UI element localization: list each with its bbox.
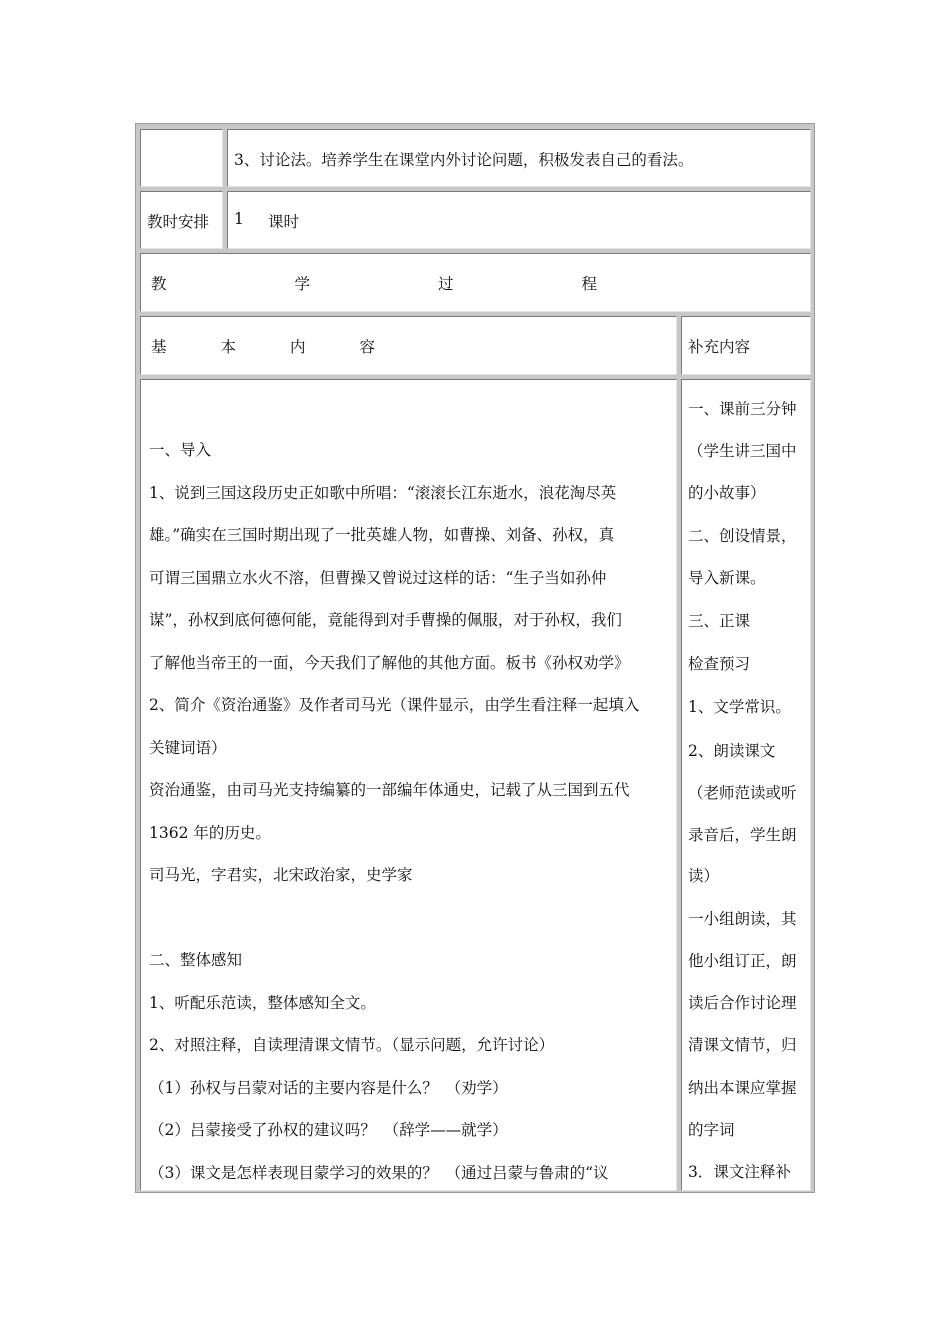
content-line: 雄。”确实在三国时期出现了一批英雄人物，如曹操、刘备、孙权，真 xyxy=(149,526,615,544)
content-line: 谋”，孙权到底何德何能，竟能得到对手曹操的佩服，对于孙权，我们 xyxy=(149,611,622,629)
supplement-line: 一小组朗读，其 xyxy=(688,910,797,928)
schedule-unit: 课时 xyxy=(268,213,300,231)
content-line: （1）孙权与吕蒙对话的主要内容是什么？ （劝学） xyxy=(149,1079,508,1097)
main-content-cell xyxy=(140,379,677,1191)
schedule-value-cell xyxy=(227,191,811,249)
supplement-line: 检查预习 xyxy=(688,655,751,673)
supplement-line: 的字词 xyxy=(688,1121,735,1139)
content-line: （3）课文是怎样表现目蒙学习的效果的？ （通过吕蒙与鲁肃的“议 xyxy=(149,1164,609,1182)
content-line: 资治通鉴，由司马光支持编纂的一部编年体通史，记载了从三国到五代 xyxy=(149,781,630,799)
content-line: 二、整体感知 xyxy=(149,951,243,969)
content-line: 司马光，字君实，北宋政治家，史学家 xyxy=(149,866,413,884)
basic-content-heading xyxy=(151,335,375,357)
schedule-label: 教时安排 xyxy=(147,213,210,231)
basic-char: 基 xyxy=(151,338,167,356)
basic-char: 本 xyxy=(220,338,236,356)
process-heading-cell xyxy=(140,253,811,312)
content-line: 2、简介《资治通鉴》及作者司马光（课件显示，由学生看注释一起填入 xyxy=(149,696,640,714)
supplement-line: 读） xyxy=(688,867,720,885)
content-line: 1362 年的历史。 xyxy=(149,824,271,842)
content-line: 了解他当帝王的一面，今天我们了解他的其他方面。板书《孙权劝学》 xyxy=(149,654,630,672)
content-line: 2、对照注释，自读理清课文情节。（显示问题，允许讨论） xyxy=(149,1036,555,1054)
process-char: 教 xyxy=(151,275,167,293)
process-heading xyxy=(151,272,597,294)
method-text-cell xyxy=(227,129,811,187)
supplement-line: （老师范读或听 xyxy=(688,784,797,802)
supplement-line: 3．课文注释补 xyxy=(688,1163,791,1181)
supplement-line: 他小组订正，朗 xyxy=(688,952,797,970)
supplement-content-cell xyxy=(681,379,811,1191)
supplement-line: 纳出本课应掌握 xyxy=(688,1079,797,1097)
basic-char: 内 xyxy=(289,338,306,356)
supplement-line: 的小故事） xyxy=(688,484,766,502)
lesson-plan-table xyxy=(135,123,815,1193)
supplement-line: （学生讲三国中 xyxy=(688,442,797,460)
content-line: 一、导入 xyxy=(149,441,212,459)
supplement-line: 1、文学常识。 xyxy=(688,698,791,716)
process-char: 学 xyxy=(294,275,310,293)
content-line: 1、听配乐范读，整体感知全文。 xyxy=(149,994,376,1012)
schedule-label-cell xyxy=(140,191,223,249)
basic-char: 容 xyxy=(359,338,375,356)
supplement-line: 清课文情节，归 xyxy=(688,1036,797,1054)
supplement-header-cell xyxy=(681,316,811,375)
content-line: 可谓三国鼎立水火不溶，但曹操又曾说过这样的话：“生子当如孙仲 xyxy=(149,569,607,587)
supplement-line: 一、课前三分钟 xyxy=(688,400,797,418)
process-char: 过 xyxy=(437,275,454,293)
process-char: 程 xyxy=(581,275,597,293)
supplement-line: 导入新课。 xyxy=(688,569,766,587)
supplement-line: 录音后，学生朗 xyxy=(688,826,797,844)
basic-content-header-cell xyxy=(140,316,677,375)
supplement-line: 2、朗读课文 xyxy=(688,742,776,760)
schedule-number: 1 xyxy=(234,210,244,228)
supplement-line: 二、创设情景， xyxy=(688,527,797,545)
method-text: 3、讨论法。培养学生在课堂内外讨论问题，积极发表自己的看法。 xyxy=(234,151,694,169)
supplement-heading: 补充内容 xyxy=(688,338,751,356)
content-line: （2）吕蒙接受了孙权的建议吗？ （辞学——就学） xyxy=(149,1121,508,1139)
supplement-line: 读后合作讨论理 xyxy=(688,994,797,1012)
method-label-cell xyxy=(140,129,223,187)
content-line: 关键词语） xyxy=(149,739,227,757)
supplement-line: 三、正课 xyxy=(688,612,751,630)
content-line: 1、说到三国这段历史正如歌中所唱：“滚滚长江东逝水，浪花淘尽英 xyxy=(149,484,617,502)
